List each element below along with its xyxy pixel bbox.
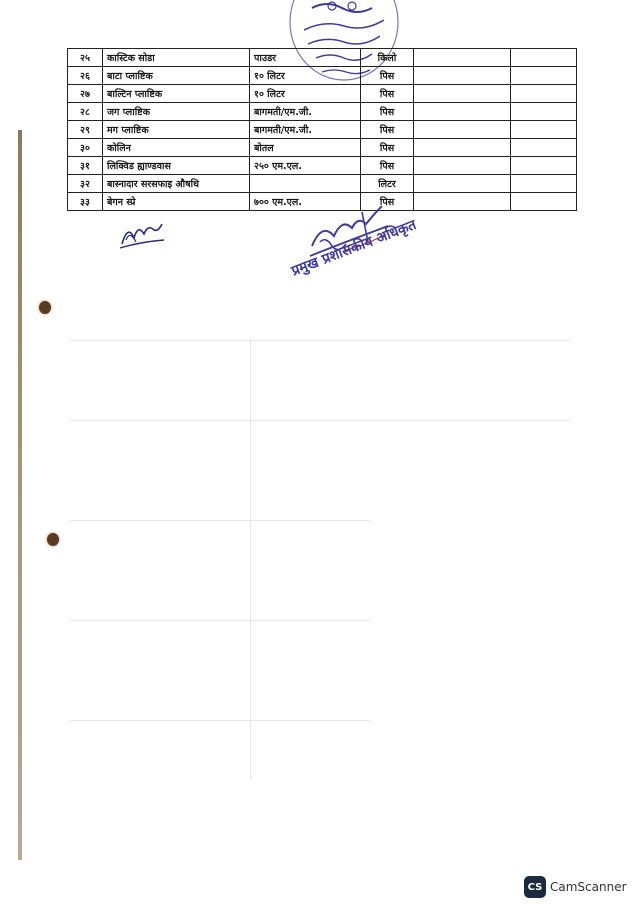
remarks-cell	[511, 49, 577, 67]
table-row	[68, 157, 577, 175]
bleed-through-line	[250, 340, 251, 780]
item-name: बास्नादार सरसफाइ औषधि	[103, 175, 250, 193]
items-table	[67, 48, 577, 211]
camscanner-badge-icon: CS	[524, 876, 546, 898]
item-unit: किलो	[361, 49, 414, 67]
row-number: २६	[68, 67, 103, 85]
table-row	[68, 121, 577, 139]
table-row	[68, 67, 577, 85]
officer-title-stamp: प्रमुख प्रशासकीय अधिकृत	[289, 217, 419, 280]
item-name: लिक्विड ह्याण्डवास	[103, 157, 250, 175]
table-row	[68, 49, 577, 67]
quantity-cell	[414, 103, 511, 121]
quantity-cell	[414, 121, 511, 139]
item-spec: २५० एम.एल.	[250, 157, 361, 175]
quantity-cell	[414, 193, 511, 211]
item-unit: पिस	[361, 85, 414, 103]
row-number: ३०	[68, 139, 103, 157]
remarks-cell	[511, 67, 577, 85]
table-row	[68, 175, 577, 193]
row-number: २८	[68, 103, 103, 121]
table-row	[68, 139, 577, 157]
item-name: बाल्टिन प्लाष्टिक	[103, 85, 250, 103]
quantity-cell	[414, 67, 511, 85]
item-name: मग प्लाष्टिक	[103, 121, 250, 139]
quantity-cell	[414, 175, 511, 193]
item-name: कास्टिक सोडा	[103, 49, 250, 67]
table-row	[68, 103, 577, 121]
row-number: ३३	[68, 193, 103, 211]
item-name: बाटा प्लाष्टिक	[103, 67, 250, 85]
remarks-cell	[511, 85, 577, 103]
row-number: २९	[68, 121, 103, 139]
punch-hole-bottom	[47, 533, 59, 546]
punch-hole-top	[39, 301, 51, 314]
bleed-through-line	[70, 420, 570, 421]
item-name: कोलिन	[103, 139, 250, 157]
item-spec: ७०० एम.एल.	[250, 193, 361, 211]
quantity-cell	[414, 85, 511, 103]
camscanner-label: CamScanner	[550, 880, 627, 894]
item-spec: बागमती/एम.जी.	[250, 103, 361, 121]
item-unit: पिस	[361, 193, 414, 211]
item-spec	[250, 175, 361, 193]
item-unit: लिटर	[361, 175, 414, 193]
binding-edge	[18, 130, 22, 860]
remarks-cell	[511, 121, 577, 139]
quantity-cell	[414, 139, 511, 157]
remarks-cell	[511, 103, 577, 121]
item-spec: पाउडर	[250, 49, 361, 67]
item-unit: पिस	[361, 121, 414, 139]
remarks-cell	[511, 193, 577, 211]
item-name: जग प्लाष्टिक	[103, 103, 250, 121]
item-name: बेगन स्प्रे	[103, 193, 250, 211]
item-unit: पिस	[361, 67, 414, 85]
item-spec: बोतल	[250, 139, 361, 157]
row-number: २७	[68, 85, 103, 103]
item-spec: बागमती/एम.जी.	[250, 121, 361, 139]
remarks-cell	[511, 175, 577, 193]
remarks-cell	[511, 139, 577, 157]
signature-left	[118, 218, 166, 252]
row-number: ३१	[68, 157, 103, 175]
bleed-through-line	[70, 620, 370, 621]
bleed-through-line	[70, 340, 570, 341]
item-spec: १० लिटर	[250, 85, 361, 103]
row-number: ३२	[68, 175, 103, 193]
item-unit: पिस	[361, 103, 414, 121]
row-number: २५	[68, 49, 103, 67]
bleed-through-line	[70, 520, 370, 521]
item-unit: पिस	[361, 157, 414, 175]
remarks-cell	[511, 157, 577, 175]
item-unit: पिस	[361, 139, 414, 157]
table-row	[68, 85, 577, 103]
camscanner-watermark	[524, 876, 627, 898]
quantity-cell	[414, 157, 511, 175]
quantity-cell	[414, 49, 511, 67]
bleed-through-line	[70, 720, 370, 721]
item-spec: १० लिटर	[250, 67, 361, 85]
